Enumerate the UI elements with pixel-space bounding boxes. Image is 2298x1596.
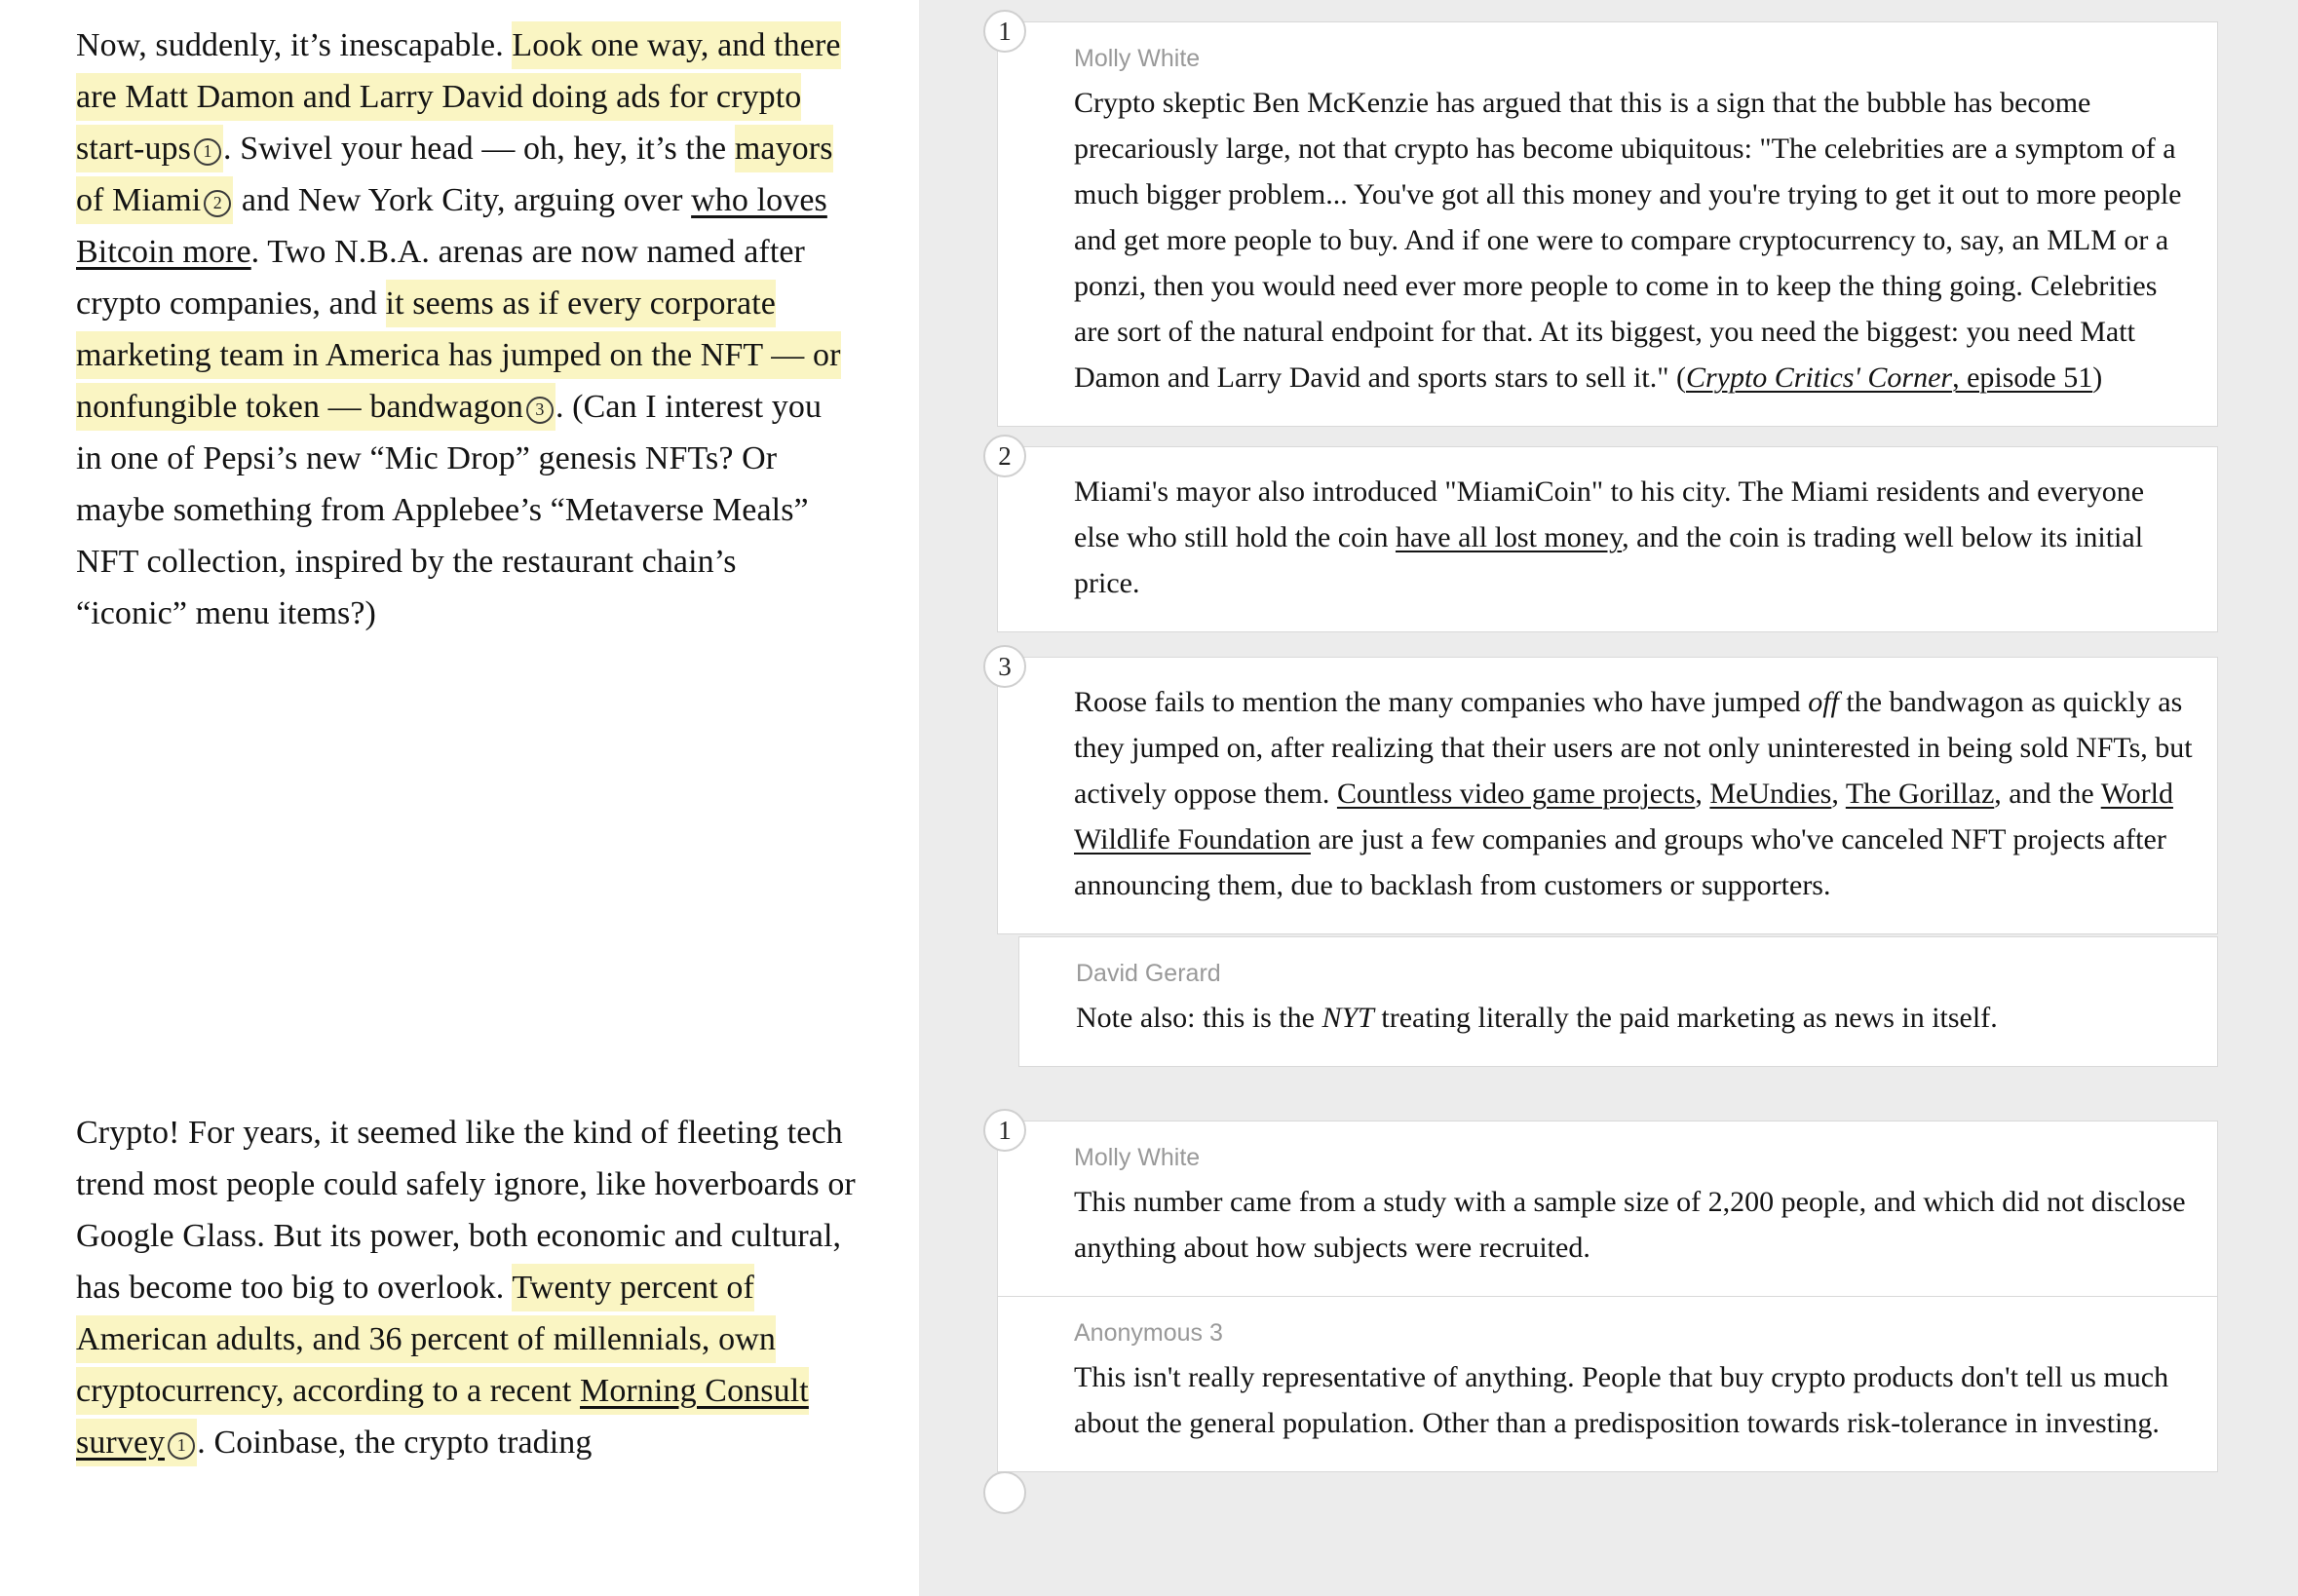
text-link[interactable]: , episode 51 [1952, 361, 2093, 394]
text-segment: treating literally the paid marketing as news in itself. [1373, 1002, 1998, 1034]
text-link[interactable]: World Wildlife Foundation [1074, 778, 2173, 855]
text-segment: This isn't really representative of anything. People that buy crypto products don't tell us much about the general population. Other than a predisposition towards risk-tolerance in investing. [1074, 1361, 2169, 1439]
annotation-thread [997, 1115, 2218, 1472]
highlighted-text [201, 176, 233, 224]
text-segment: are just a few companies and groups who've canceled NFT projects after announcing them, due to backlash from customers or supporters. [1074, 823, 2166, 901]
annotation-author: David Gerard [1076, 960, 1221, 987]
text-segment: . Coinbase, the crypto trading [197, 1425, 593, 1461]
annotation-thread [997, 1483, 2218, 1506]
text-segment: and New York City, arguing over [233, 182, 692, 218]
text-segment: Now, suddenly, it’s inescapable. [76, 27, 513, 63]
text-segment: Miami's mayor also introduced "MiamiCoin" to his city. The Miami residents and everyone else who still hold the coin [1074, 475, 2145, 553]
annotation-author: Molly White [1074, 1144, 1201, 1171]
annotations-panel [919, 0, 2298, 1596]
text-segment: NYT [1321, 1002, 1374, 1034]
text-segment: , and the coin is trading well below its initial price. [1074, 521, 2144, 599]
annotation-card [1018, 936, 2218, 1067]
annotation-number-badge: 1 [983, 1109, 1026, 1152]
text-segment: This number came from a study with a sample size of 2,200 people, and which did not disclose anything about how subjects were recruited. [1074, 1186, 2186, 1264]
highlighted-text [165, 1419, 197, 1466]
annotation-text [1076, 995, 2194, 1041]
highlighted-text: Look one way, and there are Matt Damon and Larry David doing ads for crypto start-ups [76, 21, 841, 172]
annotation-marker: 1 [168, 1432, 195, 1460]
annotation-card [997, 446, 2218, 632]
text-segment: Roose fails to mention the many companies who have jumped [1074, 686, 1809, 718]
annotation-thread [997, 16, 2218, 427]
annotation-marker: 3 [526, 397, 554, 424]
annotation-text [1074, 469, 2194, 606]
text-segment: , [1831, 778, 1846, 810]
annotation-thread [997, 651, 2218, 1067]
annotation-number-badge [983, 1471, 1026, 1514]
text-segment: Note also: this is the [1076, 1002, 1322, 1034]
annotation-number-badge: 2 [983, 435, 1026, 477]
article-paragraph [76, 19, 856, 639]
annotation-text [1074, 1354, 2194, 1446]
text-link[interactable]: who loves Bitcoin more [76, 182, 827, 270]
text-segment: . Two N.B.A. arenas are now named after crypto companies, and [76, 234, 805, 322]
text-segment: off [1808, 686, 1839, 718]
article-column [0, 0, 919, 1596]
text-segment: . Swivel your head — oh, hey, it’s the [223, 131, 735, 167]
annotation-card [997, 21, 2218, 427]
text-segment: ) [2092, 361, 2103, 394]
highlighted-text: it seems as if every corporate marketing team in America has jumped on the NFT — or nonfungible token — bandwagon [76, 280, 841, 431]
text-link[interactable]: have all lost money [1395, 521, 1623, 553]
highlighted-text: mayors of Miami [76, 125, 833, 224]
text-link[interactable]: The Gorillaz [1845, 778, 1995, 810]
annotation-card [997, 1121, 2218, 1297]
text-segment: the bandwagon as quickly as they jumped on, after realizing that their users are not only uninterested in being sold NFTs, but actively oppose them. [1074, 686, 2193, 810]
annotation-card [997, 1296, 2218, 1472]
annotation-marker: 2 [204, 190, 231, 217]
text-link[interactable]: MeUndies [1709, 778, 1832, 810]
text-link[interactable]: Countless video game projects [1336, 778, 1696, 810]
annotation-threads [997, 16, 2218, 1506]
annotation-thread [997, 440, 2218, 632]
text-segment: Crypto! For years, it seemed like the kind of fleeting tech trend most people could safely ignore, like hoverboards or Google Glass. But its power, both economic and cultural, has become too big to overlook. [76, 1115, 856, 1306]
highlighted-text [191, 125, 223, 172]
annotation-text [1074, 1179, 2194, 1271]
text-link[interactable]: Morning Consult survey [76, 1367, 809, 1466]
text-link[interactable]: Crypto Critics' Corner [1685, 361, 1953, 394]
highlighted-text: Twenty percent of American adults, and 36 percent of millennials, own cryptocurrency, according to a recent [76, 1264, 776, 1415]
annotation-text [1074, 679, 2194, 908]
annotation-author: Molly White [1074, 45, 1201, 72]
annotation-card [997, 657, 2218, 934]
text-segment: . (Can I interest you in one of Pepsi’s new “Mic Drop” genesis NFTs? Or maybe something from Applebee’s “Metaverse Meals” NFT collection, inspired by the restaurant chain’s “iconic” menu items?) [76, 389, 823, 631]
text-segment: , and the [1994, 778, 2101, 810]
highlighted-text [523, 383, 555, 431]
annotation-number-badge: 3 [983, 645, 1026, 688]
annotation-number-badge: 1 [983, 10, 1026, 53]
article-text [76, 19, 856, 1468]
annotation-author: Anonymous 3 [1074, 1319, 1223, 1347]
text-segment: Crypto skeptic Ben McKenzie has argued that this is a sign that the bubble has become precariously large, not that crypto has become ubiquitous: "The celebrities are a symptom of a much bigger problem... You've got all this money and you're trying to get it out to more people and get more people to buy. And if one were to compare cryptocurrency to, say, an MLM or a ponzi, then you would need ever more people to come in to keep the thing going. Celebrities are sort of the natural endpoint for that. At its biggest, you need the biggest: you need Matt Damon and Larry David and sports stars to sell it." ( [1074, 87, 2182, 394]
annotation-marker: 1 [194, 138, 221, 166]
text-segment: , [1695, 778, 1710, 810]
annotation-text [1074, 80, 2194, 400]
article-paragraph [76, 1107, 856, 1468]
